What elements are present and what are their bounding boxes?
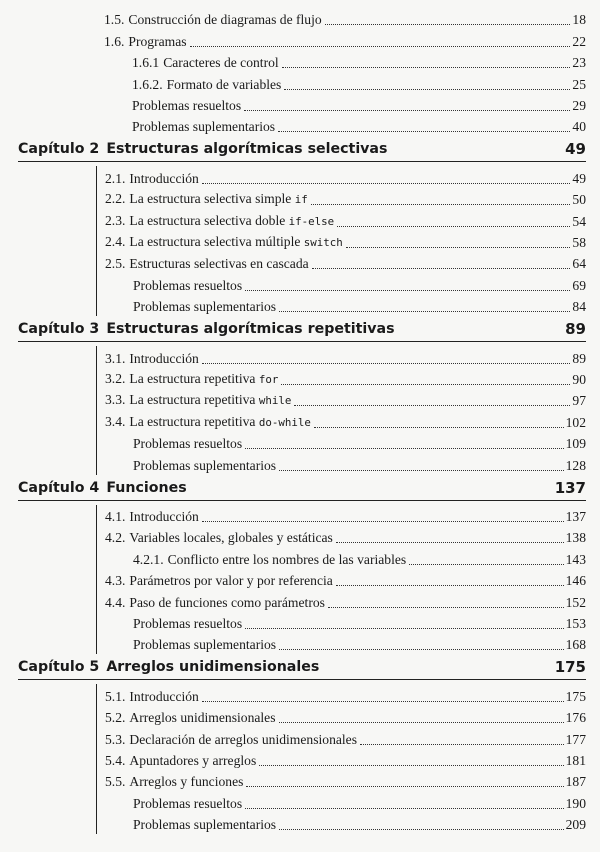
code-keyword: switch bbox=[303, 235, 343, 249]
section-number: 2.1. bbox=[105, 170, 126, 186]
section-number: 4.1. bbox=[105, 508, 126, 524]
entry-label bbox=[105, 709, 276, 727]
entry-title: Conflicto entre los nombres de las variables bbox=[167, 551, 407, 567]
entry-page: 50 bbox=[572, 192, 586, 208]
code-keyword: if-else bbox=[288, 214, 335, 228]
entry-page: 187 bbox=[565, 774, 586, 790]
toc-entry bbox=[96, 231, 586, 252]
section-number: 5.3. bbox=[105, 731, 126, 747]
toc-entry bbox=[0, 72, 586, 93]
entry-label bbox=[133, 435, 242, 453]
dot-leader bbox=[281, 383, 570, 385]
dot-leader bbox=[245, 627, 564, 629]
entry-page: 176 bbox=[565, 710, 586, 726]
dot-leader bbox=[202, 700, 564, 702]
section-number: 3.1. bbox=[105, 350, 126, 366]
chapter-page: 49 bbox=[565, 140, 586, 159]
entry-title: Paso de funciones como parámetros bbox=[129, 594, 325, 610]
entry-title: Construcción de diagramas de flujo bbox=[128, 12, 322, 28]
entry-page: 69 bbox=[572, 277, 586, 293]
entry-label bbox=[133, 298, 276, 316]
toc-entry bbox=[96, 209, 586, 230]
section-number: 3.4. bbox=[105, 413, 126, 429]
dot-leader bbox=[346, 246, 571, 248]
entry-label bbox=[105, 752, 256, 770]
entry-label bbox=[105, 594, 325, 612]
code-keyword: if bbox=[294, 193, 308, 207]
toc-entry bbox=[96, 410, 586, 431]
dot-leader bbox=[279, 648, 564, 650]
toc-entry bbox=[0, 29, 586, 50]
dot-leader bbox=[337, 225, 570, 227]
section-number: 4.4. bbox=[105, 594, 126, 610]
dot-leader bbox=[360, 743, 564, 745]
entry-page: 25 bbox=[572, 76, 586, 92]
chapter-title: Estructuras algorítmicas selectivas bbox=[106, 141, 388, 158]
entry-page: 138 bbox=[565, 530, 586, 546]
chapter-heading bbox=[18, 139, 586, 159]
section-number: 2.2. bbox=[105, 191, 126, 207]
entry-page: 168 bbox=[565, 637, 586, 653]
dot-leader bbox=[245, 447, 564, 449]
toc-entry bbox=[96, 633, 586, 654]
chapter-rule bbox=[18, 161, 586, 162]
section-number: 1.6. bbox=[104, 33, 125, 49]
toc-entry bbox=[96, 706, 586, 727]
dot-leader bbox=[259, 764, 563, 766]
entry-label bbox=[133, 457, 276, 475]
toc-entry bbox=[96, 590, 586, 611]
entry-page: 22 bbox=[572, 33, 586, 49]
chapter-label: Capítulo 2 bbox=[18, 141, 100, 158]
dot-leader bbox=[202, 362, 571, 364]
entry-page: 29 bbox=[572, 97, 586, 113]
entry-page: 209 bbox=[565, 817, 586, 833]
toc-entry bbox=[96, 389, 586, 410]
entry-page: 40 bbox=[572, 119, 586, 135]
entry-title: Programas bbox=[128, 33, 187, 49]
dot-leader bbox=[246, 785, 563, 787]
section-number: 5.5. bbox=[105, 774, 126, 790]
entry-page: 181 bbox=[565, 752, 586, 768]
entry-title: Introducción bbox=[129, 688, 199, 704]
entry-page: 84 bbox=[572, 299, 586, 315]
entry-label bbox=[105, 212, 334, 231]
entry-label bbox=[105, 688, 199, 706]
dot-leader bbox=[328, 606, 564, 608]
toc-entry bbox=[96, 749, 586, 770]
entry-title: Problemas suplementarios bbox=[133, 457, 277, 473]
entry-title: La estructura repetitiva bbox=[129, 413, 259, 429]
chapter-title: Arreglos unidimensionales bbox=[106, 659, 320, 676]
toc-entry bbox=[96, 346, 586, 367]
entry-label bbox=[133, 816, 276, 834]
toc-entry bbox=[96, 547, 586, 568]
chapter-label: Capítulo 4 bbox=[18, 479, 100, 496]
entry-page: 128 bbox=[565, 457, 586, 473]
entry-page: 137 bbox=[565, 508, 586, 524]
entry-label bbox=[132, 54, 279, 72]
entry-title: Problemas suplementarios bbox=[133, 637, 277, 653]
entry-page: 18 bbox=[572, 12, 586, 28]
chapter-rule bbox=[18, 341, 586, 342]
entry-title: Problemas resueltos bbox=[133, 795, 243, 811]
toc-entry bbox=[96, 188, 586, 209]
entry-page: 175 bbox=[565, 688, 586, 704]
chapter-rule bbox=[18, 679, 586, 680]
chapter-page: 137 bbox=[554, 478, 586, 497]
entry-title: Introducción bbox=[129, 350, 199, 366]
toc-entry bbox=[0, 8, 586, 29]
entry-page: 49 bbox=[572, 170, 586, 186]
entry-title: La estructura selectiva múltiple bbox=[129, 233, 304, 249]
dot-leader bbox=[190, 45, 571, 47]
entry-label bbox=[133, 795, 242, 813]
entry-title: Arreglos y funciones bbox=[129, 774, 244, 790]
toc-entry bbox=[96, 526, 586, 547]
entry-label bbox=[105, 773, 243, 791]
dot-leader bbox=[245, 807, 564, 809]
toc-entry bbox=[96, 791, 586, 812]
entry-title: Parámetros por valor y por referencia bbox=[129, 573, 333, 589]
toc-entry bbox=[0, 51, 586, 72]
entry-title: Variables locales, globales y estáticas bbox=[129, 530, 333, 546]
entry-title: Caracteres de control bbox=[163, 55, 279, 71]
entry-page: 109 bbox=[565, 436, 586, 452]
entry-title: Problemas resueltos bbox=[133, 277, 243, 293]
section-number: 3.2. bbox=[105, 370, 126, 386]
dot-leader bbox=[202, 520, 564, 522]
entry-page: 153 bbox=[565, 615, 586, 631]
section-number: 1.5. bbox=[104, 12, 125, 28]
code-keyword: for bbox=[258, 372, 279, 386]
chapter-heading bbox=[18, 319, 586, 339]
chapter-label: Capítulo 5 bbox=[18, 659, 100, 676]
toc-entry bbox=[96, 727, 586, 748]
entry-label bbox=[105, 170, 199, 188]
entry-title: Problemas suplementarios bbox=[133, 817, 277, 833]
entry-page: 152 bbox=[565, 594, 586, 610]
entry-title: La estructura selectiva simple bbox=[129, 191, 295, 207]
dot-leader bbox=[202, 182, 571, 184]
entry-title: Apuntadores y arreglos bbox=[129, 752, 257, 768]
toc-entry bbox=[96, 813, 586, 834]
chapter-label: Capítulo 3 bbox=[18, 321, 100, 338]
dot-leader bbox=[312, 267, 571, 269]
dot-leader bbox=[279, 721, 564, 723]
entry-title: Arreglos unidimensionales bbox=[129, 710, 276, 726]
section-number: 3.3. bbox=[105, 392, 126, 408]
entry-title: Estructuras selectivas en cascada bbox=[129, 256, 309, 272]
entry-label bbox=[105, 350, 199, 368]
entry-title: Formato de variables bbox=[166, 76, 282, 92]
entry-label bbox=[105, 529, 333, 547]
entry-label bbox=[105, 413, 311, 432]
entry-label bbox=[105, 391, 291, 410]
entry-label bbox=[105, 572, 333, 590]
toc-entry bbox=[96, 453, 586, 474]
section-number: 4.2.1. bbox=[133, 551, 164, 567]
section-number: 2.4. bbox=[105, 233, 126, 249]
section-number: 1.6.1 bbox=[132, 55, 160, 71]
entry-page: 97 bbox=[572, 393, 586, 409]
entry-title: Problemas suplementarios bbox=[133, 299, 277, 315]
entry-title: La estructura selectiva doble bbox=[129, 212, 289, 228]
entry-title: La estructura repetitiva bbox=[129, 392, 259, 408]
toc-entry bbox=[96, 432, 586, 453]
section-number: 4.2. bbox=[105, 530, 126, 546]
entry-label bbox=[105, 255, 309, 273]
chapter-title: Funciones bbox=[106, 479, 187, 496]
dot-leader bbox=[294, 404, 570, 406]
dot-leader bbox=[278, 130, 570, 132]
entry-label bbox=[132, 118, 275, 136]
dot-leader bbox=[279, 828, 564, 830]
dot-leader bbox=[336, 584, 564, 586]
entry-page: 146 bbox=[565, 573, 586, 589]
dot-leader bbox=[282, 66, 571, 68]
toc-entry bbox=[96, 569, 586, 590]
dot-leader bbox=[336, 541, 564, 543]
toc-entry bbox=[0, 115, 586, 136]
chapter-heading bbox=[18, 478, 586, 498]
entry-title: Problemas resueltos bbox=[133, 436, 243, 452]
entry-title: Declaración de arreglos unidimensionales bbox=[129, 731, 357, 747]
code-keyword: while bbox=[258, 394, 292, 408]
dot-leader bbox=[279, 310, 570, 312]
dot-leader bbox=[245, 289, 570, 291]
entry-page: 89 bbox=[572, 350, 586, 366]
toc-entry bbox=[96, 505, 586, 526]
entry-page: 90 bbox=[572, 371, 586, 387]
entry-label bbox=[132, 97, 241, 115]
entry-label bbox=[133, 636, 276, 654]
entry-label bbox=[133, 615, 242, 633]
section-number: 5.1. bbox=[105, 688, 126, 704]
dot-leader bbox=[314, 426, 564, 428]
entry-title: Problemas resueltos bbox=[132, 97, 242, 113]
entry-title: Problemas suplementarios bbox=[132, 119, 276, 135]
dot-leader bbox=[284, 88, 570, 90]
toc-entry bbox=[96, 368, 586, 389]
section-number: 2.5. bbox=[105, 256, 126, 272]
entry-label bbox=[104, 11, 322, 29]
entry-page: 177 bbox=[565, 731, 586, 747]
section-number: 4.3. bbox=[105, 573, 126, 589]
toc-entry bbox=[96, 684, 586, 705]
entry-page: 54 bbox=[572, 213, 586, 229]
entry-title: Introducción bbox=[129, 170, 199, 186]
entry-label bbox=[105, 370, 278, 389]
entry-title: Problemas resueltos bbox=[133, 615, 243, 631]
section-number: 1.6.2. bbox=[132, 76, 163, 92]
section-number: 2.3. bbox=[105, 212, 126, 228]
entry-label bbox=[132, 76, 281, 94]
section-number: 5.2. bbox=[105, 710, 126, 726]
entry-page: 23 bbox=[572, 55, 586, 71]
entry-page: 190 bbox=[565, 795, 586, 811]
entry-page: 102 bbox=[565, 414, 586, 430]
chapter-page: 175 bbox=[554, 658, 586, 677]
entry-label bbox=[105, 508, 199, 526]
toc-entry bbox=[96, 166, 586, 187]
entry-label bbox=[105, 190, 308, 209]
toc-entry bbox=[96, 273, 586, 294]
dot-leader bbox=[244, 109, 570, 111]
entry-label bbox=[133, 277, 242, 295]
entry-label bbox=[105, 233, 343, 252]
dot-leader bbox=[325, 23, 571, 25]
toc-entry bbox=[0, 94, 586, 115]
entry-label bbox=[104, 33, 187, 51]
entry-page: 64 bbox=[572, 256, 586, 272]
entry-page: 143 bbox=[565, 551, 586, 567]
entry-title: La estructura repetitiva bbox=[129, 370, 259, 386]
chapter-title: Estructuras algorítmicas repetitivas bbox=[106, 321, 395, 338]
entry-title: Introducción bbox=[129, 508, 199, 524]
dot-leader bbox=[311, 203, 571, 205]
section-number: 5.4. bbox=[105, 752, 126, 768]
dot-leader bbox=[409, 563, 563, 565]
code-keyword: do-while bbox=[258, 415, 311, 429]
chapter-rule bbox=[18, 500, 586, 501]
chapter-page: 89 bbox=[565, 320, 586, 339]
toc-entry bbox=[96, 295, 586, 316]
entry-label bbox=[105, 731, 357, 749]
toc-entry bbox=[96, 770, 586, 791]
entry-label bbox=[133, 551, 406, 569]
chapter-heading bbox=[18, 657, 586, 677]
dot-leader bbox=[279, 469, 564, 471]
toc-entry bbox=[96, 252, 586, 273]
toc-entry bbox=[96, 612, 586, 633]
entry-page: 58 bbox=[572, 234, 586, 250]
